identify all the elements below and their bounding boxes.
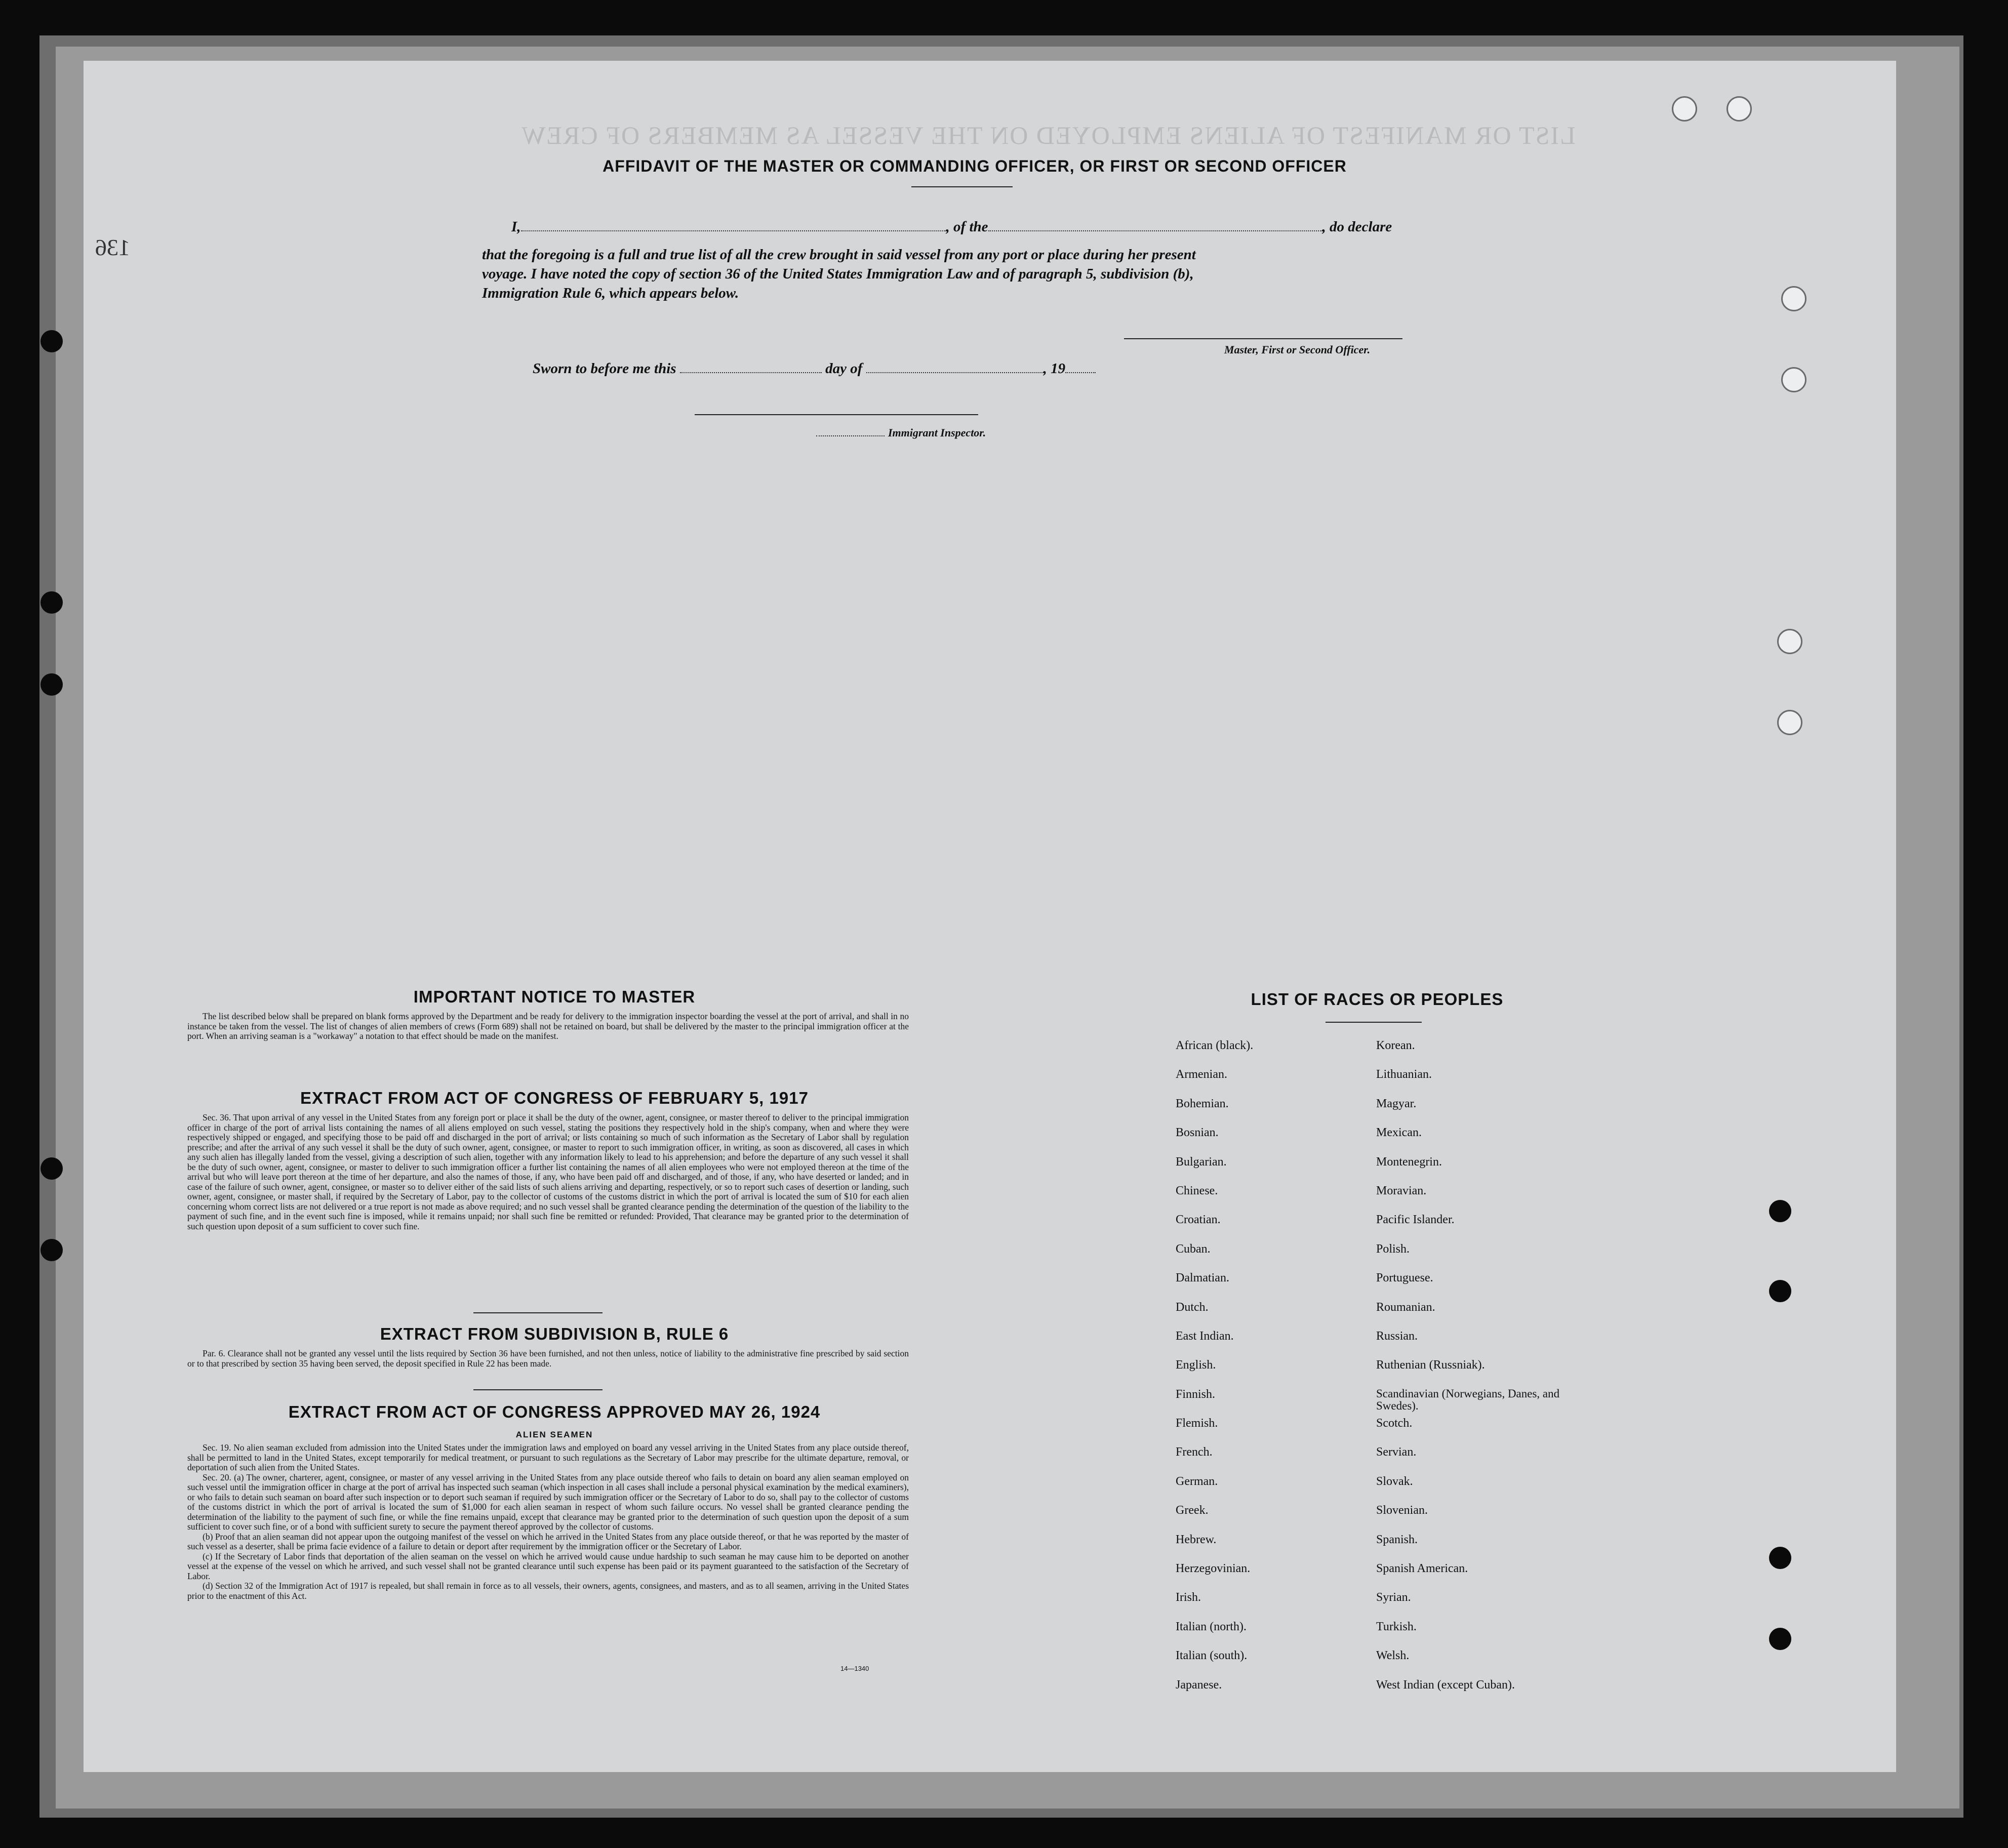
punch-hole [1769, 1200, 1791, 1222]
sworn-month-blank[interactable] [866, 372, 1043, 373]
race-item: Roumanian. [1376, 1300, 1435, 1314]
inspector-label: Immigrant Inspector. [888, 426, 986, 439]
race-item: Syrian. [1376, 1591, 1411, 1604]
race-item: Hebrew. [1176, 1533, 1217, 1546]
bleed-through-title: LIST OR MANIFEST OF ALIENS EMPLOYED ON THE VESSEL AS MEMBERS OF CREW [520, 121, 1576, 149]
punch-hole [1769, 1280, 1791, 1302]
form-number: 14—1340 [840, 1665, 869, 1672]
race-item: Scotch. [1376, 1417, 1413, 1430]
race-item: Finnish. [1176, 1387, 1216, 1401]
races-title: LIST OF RACES OR PEOPLES [1251, 990, 1504, 1009]
race-item: Servian. [1376, 1445, 1417, 1459]
race-item: Italian (south). [1176, 1649, 1248, 1663]
year-blank[interactable] [1065, 372, 1096, 373]
race-item: Montenegrin. [1376, 1155, 1442, 1169]
sec-19-paragraph: Sec. 19. No alien seaman excluded from admission into the United States under the immigration laws and employed on board any vessel arriving in the United States from any place outside thereof, shall be permitted to land in the United States, except temporarily for medical treatment, or pursuant to such regulations as the Secretary of Labor may prescribe for the ultimate departure, removal, or deportation of such alien from the United States. [187, 1442, 909, 1472]
race-item: Spanish American. [1376, 1562, 1468, 1576]
race-item: Russian. [1376, 1329, 1418, 1343]
affidavit-title: AFFIDAVIT OF THE MASTER OR COMMANDING OFFICER, OR FIRST OR SECOND OFFICER [603, 157, 1347, 175]
extract-1924-body [187, 1443, 909, 1601]
extract-1917-title: EXTRACT FROM ACT OF CONGRESS OF FEBRUARY 5, 1917 [300, 1089, 809, 1107]
notice-title: IMPORTANT NOTICE TO MASTER [413, 987, 696, 1006]
title-underline [911, 186, 1013, 187]
punch-hole [1726, 96, 1752, 122]
extract-1917-text: Sec. 36. That upon arrival of any vessel in the United States from any foreign port or place it shall be the duty of the owner, agent, consignee, or master thereof to deliver to the principal immigration officer in charge of the port of arrival lists containing the names of all aliens employed on such vessel, stating the positions they respectively hold in the ship's company, when and where they were respectively shipped or engaged, and specifying those to be paid off and discharged in the port of arrival; or lists containing so much of such information as the Secretary of Labor shall by regulation prescribe; and after the arrival of any such vessel it shall be the duty of such owner, agent, consignee, or master to report to such immigration officer, in writing, as soon as discovered, all cases in which any such alien has illegally landed from the vessel, giving a description of such alien, together with any information likely to lead to his apprehension; and before the departure of any such vessel it shall be the duty of such owner, agent, consignee, or master to deliver to such immigration officer a further list containing the names of all alien employees who were not employed thereon at the time of the arrival but who will leave port thereon at the time of her departure, and also the names of those, if any, who have been paid off and discharged, and of those, if any, who have deserted or landed; and in case of the failure of such owner, agent, consignee, or master so to deliver either of the said lists of such aliens arriving and departing, respectively, or so to report such cases of desertion or landing, such owner, agent, consignee, or master shall, if required by the Secretary of Labor, pay to the collector of customs of the customs district in which the port of arrival is located the sum of $10 for each alien concerning whom correct lists are not delivered or a true report is not made as above required; and no such vessel shall be granted clearance pending the determination of the question of the liability to the payment of such fine, and in the event such fine is imposed, while it remains unpaid; nor shall such fine be remitted or refunded: Provided, That clearance may be granted prior to the determination of such question upon deposit of a sum sufficient to cover such fine. [187, 1112, 909, 1231]
inspector-signature-line [695, 414, 978, 415]
race-item: Italian (north). [1176, 1620, 1247, 1633]
race-item: Lithuanian. [1376, 1068, 1432, 1081]
sec-20a-paragraph: Sec. 20. (a) The owner, charterer, agent, consignee, or master of any vessel arriving in the United States from any place outside thereof who fails to detain on board any alien seaman employed on such vessel until the immigration officer in charge at the port of arrival has inspected such seaman (which inspection in all cases shall include a personal physical examination by the medical examiners), or who fails to detain such seaman on board after such inspection or to deport such seaman if required by such immigration officer or the Secretary of Labor to do so, shall pay to the collector of customs of the customs district in which the port of arrival is located the sum of $1,000 for each alien seaman in respect of whom such failure occurs. No vessel shall be granted clearance pending the determination of the liability to the payment of such fine, or while the fine remains unpaid, except that clearance may be granted prior to the determination of such question upon the deposit of a sum sufficient to cover such fine, or of a bond with sufficient surety to secure the payment thereof approved by the collector of customs. [187, 1472, 909, 1532]
punch-hole [1769, 1547, 1791, 1569]
extract-1924-title: EXTRACT FROM ACT OF CONGRESS APPROVED MAY 26, 1924 [288, 1402, 821, 1421]
affidavit-line2: that the foregoing is a full and true list of all the crew brought in said vessel from any port or place during her present [482, 247, 1196, 263]
race-item: Herzegovinian. [1176, 1562, 1251, 1576]
punch-hole [1777, 710, 1802, 735]
sec-20d-paragraph: (d) Section 32 of the Immigration Act of 1917 is repealed, but shall remain in force as to all vessels, their owners, agents, consignees, and masters, and as to all seamen, arriving in the United States prior to the enactment of this Act. [187, 1581, 909, 1601]
sworn-line [533, 360, 1096, 377]
race-item: Japanese. [1176, 1678, 1222, 1692]
sec-20c-paragraph: (c) If the Secretary of Labor finds that deportation of the alien seaman on the vessel on which he arrived would cause undue hardship to such seaman he may cause him to be deported on another vessel at the expense of the vessel on which he arrived, and such vessel shall not be granted clearance until such expense has been paid or its payment guaranteed to the satisfaction of the Secretary of Labor. [187, 1551, 909, 1581]
race-item: Slovenian. [1376, 1504, 1428, 1517]
section-divider [473, 1389, 603, 1390]
race-item: Chinese. [1176, 1184, 1218, 1197]
punch-hole [41, 1157, 63, 1180]
inspector-blank[interactable] [816, 435, 885, 436]
day-of-text: day of [825, 360, 863, 377]
race-item: African (black). [1176, 1039, 1254, 1052]
inspector-line [816, 426, 986, 439]
sworn-day-blank[interactable] [680, 372, 822, 373]
race-item: Scandinavian (Norwegians, Danes, and Swedes). [1376, 1387, 1560, 1412]
vessel-blank[interactable] [988, 230, 1322, 231]
sec-20b-paragraph: (b) Proof that an alien seaman did not appear upon the outgoing manifest of the vessel on which he arrived in the United States from any place outside thereof, or that he was reported by the master of such vessel as a deserter, shall be prima facie evidence of a failure to detain or deport after requirement by the immigration officer or the Secretary of Labor. [187, 1531, 909, 1551]
punch-hole [1777, 629, 1802, 654]
race-item: Pacific Islander. [1376, 1213, 1455, 1227]
race-item: Spanish. [1376, 1533, 1418, 1546]
affidavit-declare: , do declare [1322, 219, 1392, 235]
race-item: Polish. [1376, 1242, 1410, 1256]
master-signature-label: Master, First or Second Officer. [1224, 343, 1371, 356]
race-item: Bosnian. [1176, 1126, 1219, 1140]
race-item: Dalmatian. [1176, 1271, 1229, 1285]
sworn-text: Sworn to before me this [533, 360, 676, 377]
races-left-column [1176, 1039, 1358, 1707]
punch-hole [41, 330, 63, 352]
year-text: , 19 [1043, 360, 1066, 377]
affidavit-i: I, [511, 219, 521, 235]
punch-hole [41, 591, 63, 614]
race-item: Cuban. [1176, 1242, 1211, 1256]
section-divider [473, 1312, 603, 1313]
race-item: Moravian. [1376, 1184, 1427, 1197]
race-item: Irish. [1176, 1591, 1201, 1604]
punch-hole [41, 673, 63, 696]
race-item: Korean. [1376, 1039, 1415, 1052]
punch-hole [1781, 367, 1806, 392]
race-item: Portuguese. [1376, 1271, 1433, 1285]
master-signature-line [1124, 338, 1402, 339]
race-item: Mexican. [1376, 1126, 1422, 1140]
race-item: Magyar. [1376, 1097, 1417, 1110]
affidavit-line1 [511, 219, 1443, 235]
affidavit-line4: Immigration Rule 6, which appears below. [482, 285, 739, 301]
race-item: Greek. [1176, 1504, 1209, 1517]
races-title-underline [1326, 1022, 1422, 1023]
extract-rule6-text: Par. 6. Clearance shall not be granted any vessel until the lists required by Section 36 have been furnished, and not then unless, notice of liability to the administrative fine prescribed by said section or to that prescribed by section 35 having been served, the deposit specified in Rule 22 has been made. [187, 1348, 909, 1369]
race-item: French. [1176, 1445, 1213, 1459]
race-item: East Indian. [1176, 1329, 1234, 1343]
alien-seamen-subtitle: ALIEN SEAMEN [515, 1430, 593, 1439]
race-item: West Indian (except Cuban). [1376, 1678, 1515, 1692]
punch-hole [1781, 286, 1806, 311]
races-right-column [1376, 1039, 1579, 1707]
race-item: Dutch. [1176, 1300, 1209, 1314]
race-item: Welsh. [1376, 1649, 1410, 1663]
punch-hole [1672, 96, 1697, 122]
race-item: English. [1176, 1358, 1216, 1372]
race-item: Bulgarian. [1176, 1155, 1227, 1169]
race-item: Flemish. [1176, 1417, 1218, 1430]
corner-number: 136 [95, 234, 130, 260]
race-item: Armenian. [1176, 1068, 1227, 1081]
race-item: Slovak. [1376, 1474, 1413, 1488]
name-blank[interactable] [521, 230, 946, 231]
race-item: Croatian. [1176, 1213, 1221, 1227]
notice-text: The list described below shall be prepared on blank forms approved by the Department and be ready for delivery to the immigration inspector boarding the vessel at the port of arrival, and shall in no instance be taken from the vessel. The list of changes of alien members of crews (Form 689) shall not be retained on board, but shall be delivered by the master to the principal immigration officer at the port. When an arriving seaman is a "workaway" a notation to that effect should be made on the manifest. [187, 1011, 909, 1041]
affidavit-line3: voyage. I have noted the copy of section 36 of the United States Immigration Law and of paragraph 5, subdivision (b), [482, 266, 1194, 282]
race-item: German. [1176, 1474, 1218, 1488]
affidavit-of-the: , of the [946, 219, 988, 235]
race-item: Ruthenian (Russniak). [1376, 1358, 1485, 1372]
punch-hole [41, 1239, 63, 1261]
race-item: Turkish. [1376, 1620, 1417, 1633]
extract-rule6-title: EXTRACT FROM SUBDIVISION B, RULE 6 [380, 1324, 729, 1343]
race-item: Bohemian. [1176, 1097, 1229, 1110]
punch-hole [1769, 1628, 1791, 1650]
